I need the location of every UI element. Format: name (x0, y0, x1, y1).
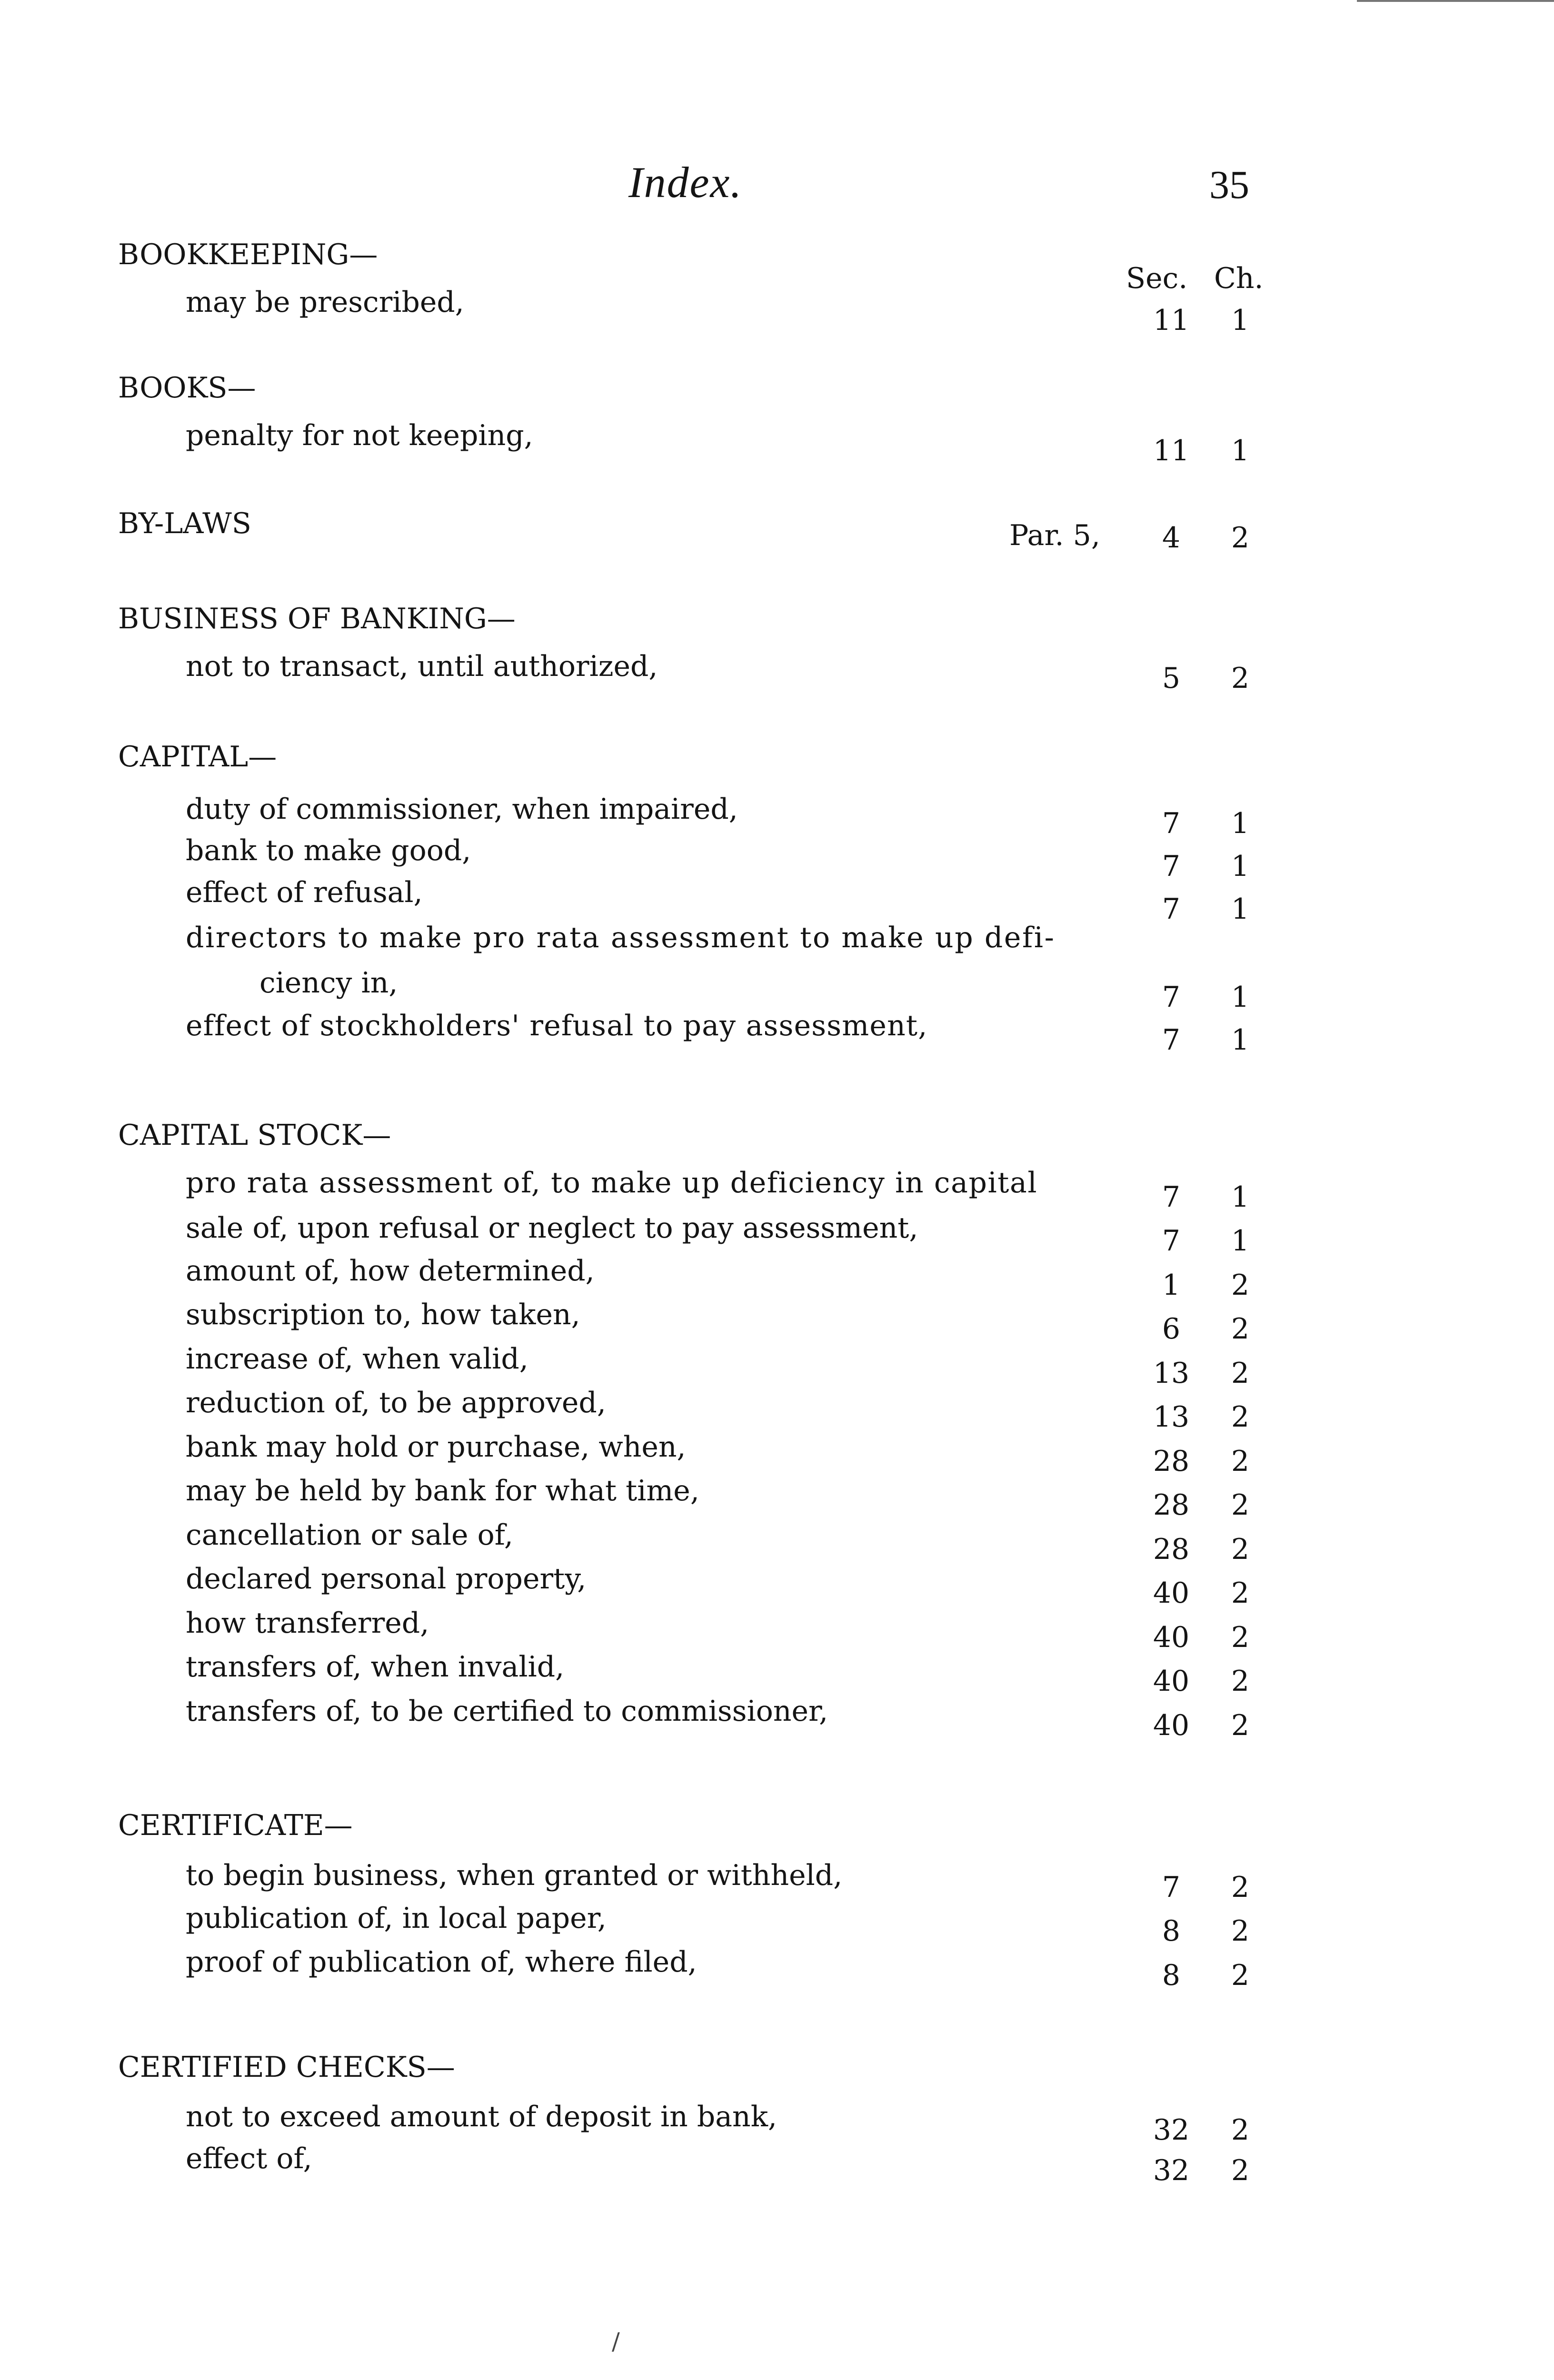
entry-sec: 40 (1153, 1709, 1190, 1742)
index-entry (186, 1298, 1252, 1338)
entry-ch: 2 (1231, 662, 1250, 695)
index-entry-continuation (259, 966, 1252, 1006)
index-entry (186, 1606, 1252, 1646)
index-entry (186, 1945, 1252, 1985)
entry-sec: 6 (1162, 1312, 1181, 1346)
index-entry (186, 2142, 1252, 2182)
entry-ch: 1 (1231, 304, 1250, 337)
entry-ch: 2 (1231, 1621, 1250, 1654)
entry-text: effect of, (186, 2142, 312, 2175)
page-header (0, 157, 1554, 219)
entry-sec: 7 (1162, 1023, 1181, 1057)
index-entry (186, 876, 1252, 916)
entry-ch: 2 (1231, 521, 1250, 555)
index-entry (295, 516, 1005, 556)
entry-sec: 7 (1162, 1224, 1181, 1258)
entry-text: duty of commissioner, when impaired, (186, 793, 738, 826)
index-entry (186, 650, 1252, 690)
entry-text: amount of, how determined, (186, 1254, 595, 1288)
entry-text: bank may hold or purchase, when, (186, 1430, 686, 1464)
entry-sec: 11 (1153, 434, 1190, 467)
section-heading-capital: CAPITAL— (118, 740, 277, 774)
entry-text: transfers of, to be certified to commissioner, (186, 1695, 828, 1728)
entry-text: ciency in, (259, 966, 398, 1000)
entry-text: cancellation or sale of, (186, 1518, 513, 1552)
section-heading-certificate: CERTIFICATE— (118, 1809, 353, 1842)
stray-print-mark: / (612, 2328, 620, 2355)
entry-ch: 1 (1231, 892, 1250, 926)
entry-text: may be prescribed, (186, 286, 464, 319)
entry-sec: 8 (1162, 1914, 1181, 1948)
entry-sec: 28 (1153, 1445, 1190, 1478)
entry-sec: 32 (1153, 2113, 1190, 2147)
entry-sec: 7 (1162, 850, 1181, 883)
index-entry (186, 1166, 1252, 1206)
entry-ch: 2 (1231, 1488, 1250, 1522)
index-entry (186, 2100, 1252, 2140)
index-entry (186, 834, 1252, 874)
index-entry (186, 1650, 1252, 1690)
section-heading-certified-checks: CERTIFIED CHECKS— (118, 2051, 455, 2084)
entry-text: sale of, upon refusal or neglect to pay assessment, (186, 1211, 918, 1245)
entry-ch: 2 (1231, 1959, 1250, 1992)
entry-sec: 28 (1153, 1488, 1190, 1522)
entry-text: pro rata assessment of, to make up deficiency in capital (186, 1166, 1038, 1200)
index-entry (186, 1009, 1252, 1049)
entry-text: penalty for not keeping, (186, 419, 533, 452)
entry-text: may be held by bank for what time, (186, 1474, 699, 1507)
entry-sec: 7 (1162, 981, 1181, 1014)
entry-ch: 2 (1231, 1871, 1250, 1904)
entry-ch: 2 (1231, 1400, 1250, 1434)
index-entry (186, 419, 1252, 459)
scan-edge-line (1357, 0, 1554, 2)
entry-sec: 7 (1162, 892, 1181, 926)
entry-text: reduction of, to be approved, (186, 1386, 606, 1419)
entry-text: bank to make good, (186, 834, 471, 867)
entry-text: effect of refusal, (186, 876, 423, 909)
entry-ch: 1 (1231, 434, 1250, 467)
index-entry (186, 1430, 1252, 1470)
entry-sec: 32 (1153, 2154, 1190, 2187)
entry-sec: 28 (1153, 1533, 1190, 1566)
entry-ch: 2 (1231, 1709, 1250, 1742)
index-entry (186, 1518, 1252, 1558)
index-entry (186, 1859, 1252, 1899)
index-entry (186, 1562, 1252, 1602)
entry-sec: 1 (1162, 1269, 1181, 1302)
entry-text: proof of publication of, where filed, (186, 1945, 697, 1979)
section-heading-by-laws: BY-LAWS (118, 507, 251, 540)
entry-ch: 1 (1231, 1224, 1250, 1258)
index-entry (186, 1474, 1252, 1514)
entry-text: declared personal property, (186, 1562, 587, 1596)
index-entry (186, 1254, 1252, 1294)
entry-ch: 1 (1231, 981, 1250, 1014)
index-entry (186, 1902, 1252, 1942)
entry-text: publication of, in local paper, (186, 1902, 607, 1935)
entry-sec: 40 (1153, 1665, 1190, 1698)
page-number: 35 (1209, 163, 1249, 207)
page-title: Index. (628, 158, 743, 207)
entry-paragraph-ref: Par. 5, (1009, 519, 1100, 552)
column-sec-label: Sec. (1126, 262, 1188, 295)
entry-sec: 40 (1153, 1621, 1190, 1654)
entry-ch: 2 (1231, 1269, 1250, 1302)
column-ch-label: Ch. (1214, 262, 1264, 295)
entry-ch: 2 (1231, 2113, 1250, 2147)
entry-ch: 1 (1231, 1023, 1250, 1057)
entry-text: not to transact, until authorized, (186, 650, 658, 683)
entry-sec: 4 (1162, 521, 1181, 555)
entry-ch: 2 (1231, 1445, 1250, 1478)
index-entry (186, 286, 1252, 326)
entry-sec: 7 (1162, 1871, 1181, 1904)
entry-text: subscription to, how taken, (186, 1298, 580, 1331)
entry-ch: 1 (1231, 850, 1250, 883)
index-entry (186, 793, 1252, 833)
entry-ch: 1 (1231, 1180, 1250, 1214)
entry-text: how transferred, (186, 1606, 429, 1640)
entry-ch: 2 (1231, 1357, 1250, 1390)
entry-ch: 2 (1231, 1577, 1250, 1610)
entry-text: increase of, when valid, (186, 1342, 528, 1376)
index-entry (186, 1211, 1252, 1251)
entry-ch: 2 (1231, 1665, 1250, 1698)
section-heading-capital-stock: CAPITAL STOCK— (118, 1119, 391, 1152)
entry-sec: 8 (1162, 1959, 1181, 1992)
entry-ch: 1 (1231, 807, 1250, 840)
index-entry (186, 1695, 1252, 1735)
section-heading-bookkeeping: BOOKKEEPING— (118, 238, 378, 271)
entry-ch: 2 (1231, 1914, 1250, 1948)
entry-text: transfers of, when invalid, (186, 1650, 565, 1684)
entry-sec: 7 (1162, 1180, 1181, 1214)
entry-sec: 7 (1162, 807, 1181, 840)
entry-sec: 13 (1153, 1400, 1190, 1434)
section-heading-books: BOOKS— (118, 371, 256, 405)
entry-sec: 5 (1162, 662, 1181, 695)
entry-sec: 11 (1153, 304, 1190, 337)
entry-text: directors to make pro rata assessment to make up defi- (186, 921, 1056, 954)
section-heading-business-of-banking: BUSINESS OF BANKING— (118, 602, 516, 635)
index-entry (186, 1342, 1252, 1382)
entry-ch: 2 (1231, 1533, 1250, 1566)
entry-text: effect of stockholders' refusal to pay assessment, (186, 1009, 928, 1042)
entry-sec: 13 (1153, 1357, 1190, 1390)
index-entry (186, 1386, 1252, 1426)
entry-ch: 2 (1231, 2154, 1250, 2187)
entry-text: to begin business, when granted or withheld, (186, 1859, 843, 1892)
entry-ch: 2 (1231, 1312, 1250, 1346)
entry-sec: 40 (1153, 1577, 1190, 1610)
entry-text: not to exceed amount of deposit in bank, (186, 2100, 777, 2133)
index-entry (186, 921, 1252, 959)
